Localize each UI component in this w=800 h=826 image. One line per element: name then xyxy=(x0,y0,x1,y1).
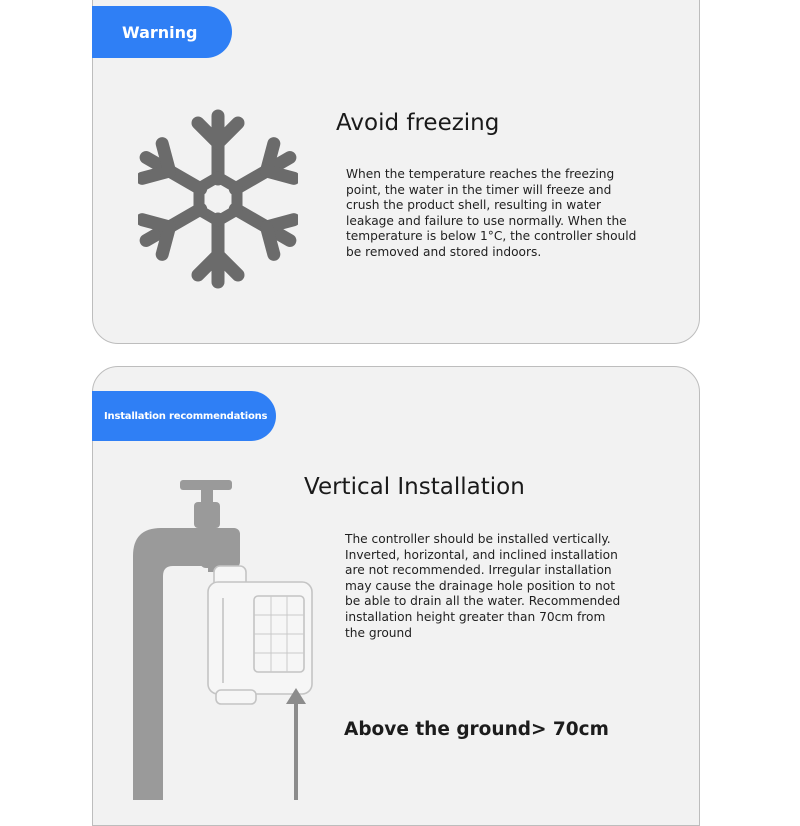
warning-tab xyxy=(92,6,232,58)
ground-height-label: Above the ground> 70cm xyxy=(344,719,609,740)
snowflake-icon xyxy=(138,108,298,290)
warning-tab-label: Warning xyxy=(122,22,198,42)
avoid-freezing-heading: Avoid freezing xyxy=(336,110,500,136)
avoid-freezing-description: When the temperature reaches the freezing point, the water in the timer will freeze and crush the product shell, resulting in water leakage and failure to use normally. When the temperature is below 1°C, the controller should be removed and stored indoors. xyxy=(346,167,637,259)
vertical-installation-description: The controller should be installed vertically. Inverted, horizontal, and inclined installation are not recommended. Irregular installation may cause the drainage hole position to not be able to drain all the water. Recommended installation height greater than 70cm from the ground xyxy=(345,532,621,640)
vertical-installation-heading: Vertical Installation xyxy=(304,474,525,500)
up-arrow-icon xyxy=(284,686,308,800)
installation-tab xyxy=(92,391,276,441)
installation-tab-label: Installation recommendations xyxy=(104,410,268,422)
